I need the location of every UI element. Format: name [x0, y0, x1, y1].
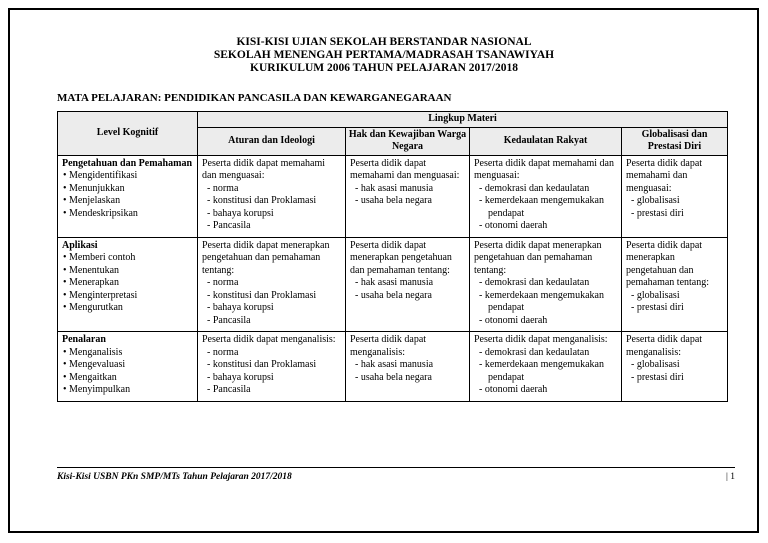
materi-item: - kemerdekaan mengemukakan pendapat — [479, 195, 604, 219]
materi-item: - bahaya korupsi — [207, 207, 274, 219]
title-line-3: KURIKULUM 2006 TAHUN PELAJARAN 2017/2018 — [250, 62, 518, 74]
materi-item: - bahaya korupsi — [207, 371, 274, 383]
cell-intro: Peserta didik dapat menganalisis: — [350, 334, 427, 358]
materi-item: - norma — [207, 182, 239, 194]
materi-cell — [470, 155, 622, 237]
materi-item: - norma — [207, 277, 239, 288]
level-item: • Mengidentifikasi — [62, 170, 193, 183]
materi-item: - hak asasi manusia — [355, 277, 434, 288]
cell-items — [202, 277, 341, 327]
materi-item: - otonomi daerah — [479, 314, 548, 326]
materi-item: - Pancasila — [207, 220, 251, 231]
cell-intro: Peserta didik dapat memahami dan menguasai: — [474, 157, 614, 181]
table-row-aplikasi — [58, 237, 728, 332]
materi-item: - Pancasila — [207, 314, 251, 326]
table-head — [58, 112, 728, 156]
materi-item: - prestasi diri — [631, 302, 684, 313]
materi-item: - konstitusi dan Proklamasi — [207, 289, 317, 301]
cell-items — [202, 183, 341, 233]
level-item: • Mengurutkan — [62, 302, 193, 315]
footer-page-number: | 1 — [725, 472, 735, 482]
table-row-pengetahuan — [58, 155, 728, 237]
header-hak-kewajiban: Hak dan Kewajiban Warga Negara — [346, 127, 470, 155]
materi-cell — [470, 237, 622, 332]
materi-item: - kemerdekaan mengemukakan pendapat — [479, 289, 604, 313]
level-item: • Menentukan — [62, 265, 193, 278]
document-title — [0, 0, 768, 75]
materi-item: - usaha bela negara — [355, 289, 432, 301]
materi-item: - prestasi diri — [631, 371, 684, 383]
level-item: • Memberi contoh — [62, 252, 193, 265]
footer-document-label: Kisi-Kisi USBN PKn SMP/MTs Tahun Pelajaran 2017/2018 — [57, 472, 292, 482]
cell-intro: Peserta didik dapat memahami dan menguasai: — [626, 157, 703, 194]
materi-item: - demokrasi dan kedaulatan — [479, 277, 590, 288]
subject-line: MATA PELAJARAN: PENDIDIKAN PANCASILA DAN KEWARGANEGARAAN — [57, 92, 452, 104]
page-footer — [57, 467, 735, 482]
title-line-1: KISI-KISI UJIAN SEKOLAH BERSTANDAR NASIONAL — [236, 36, 532, 48]
level-item: • Mengevaluasi — [62, 359, 193, 372]
header-kedaulatan-rakyat: Kedaulatan Rakyat — [470, 127, 622, 155]
level-item: • Menyimpulkan — [62, 384, 193, 397]
level-item: • Menerapkan — [62, 277, 193, 290]
materi-item: - globalisasi — [631, 359, 680, 370]
level-item: • Menginterpretasi — [62, 290, 193, 303]
table-body — [58, 155, 728, 401]
kisi-kisi-table — [57, 111, 728, 402]
cell-intro: Peserta didik dapat menerapkan pengetahuan dan pemahaman tentang: — [626, 239, 710, 288]
cell-intro: Peserta didik dapat menerapkan pengetahuan dan pemahaman tentang: — [350, 239, 452, 276]
cell-items — [474, 347, 617, 397]
materi-item: - demokrasi dan kedaulatan — [479, 346, 590, 358]
cell-intro: Peserta didik dapat menganalisis: — [474, 334, 608, 345]
materi-item: - bahaya korupsi — [207, 302, 274, 313]
materi-item: - globalisasi — [631, 195, 680, 206]
cell-items — [350, 277, 465, 302]
cell-items — [350, 183, 465, 208]
materi-cell — [622, 155, 728, 237]
materi-cell — [470, 332, 622, 402]
materi-item: - otonomi daerah — [479, 384, 548, 395]
title-line-2: SEKOLAH MENENGAH PERTAMA/MADRASAH TSANAWIYAH — [213, 49, 555, 61]
level-title: Aplikasi — [62, 239, 98, 251]
level-item: • Mengaitkan — [62, 372, 193, 385]
header-lingkup-materi: Lingkup Materi — [198, 112, 728, 128]
cell-intro: Peserta didik dapat memahami dan menguasai: — [202, 157, 326, 181]
level-cell — [58, 155, 198, 237]
table-row-penalaran — [58, 332, 728, 402]
materi-cell — [346, 332, 470, 402]
materi-item: - hak asasi manusia — [355, 359, 434, 370]
cell-intro: Peserta didik dapat menerapkan pengetahuan dan pemahaman tentang: — [474, 239, 602, 276]
level-title: Penalaran — [62, 334, 106, 345]
level-cell — [58, 237, 198, 332]
cell-items — [350, 359, 465, 384]
materi-cell — [198, 237, 346, 332]
level-item: • Mendeskripsikan — [62, 208, 193, 221]
level-title: Pengetahuan dan Pemahaman — [62, 157, 193, 169]
header-globalisasi-prestasi: Globalisasi dan Prestasi Diri — [622, 127, 728, 155]
materi-item: - hak asasi manusia — [355, 182, 434, 194]
cell-items — [474, 183, 617, 233]
materi-item: - demokrasi dan kedaulatan — [479, 182, 590, 194]
materi-item: - otonomi daerah — [479, 220, 548, 231]
level-cell — [58, 332, 198, 402]
materi-cell — [622, 237, 728, 332]
materi-item: - globalisasi — [631, 289, 680, 301]
materi-cell — [346, 237, 470, 332]
level-list — [62, 170, 193, 220]
level-item: • Menjelaskan — [62, 195, 193, 208]
level-list — [62, 252, 193, 315]
level-item: • Menunjukkan — [62, 183, 193, 196]
cell-items — [474, 277, 617, 327]
cell-intro: Peserta didik dapat menerapkan pengetahuan dan pemahaman tentang: — [202, 239, 330, 276]
materi-cell — [622, 332, 728, 402]
materi-item: - norma — [207, 346, 239, 358]
cell-items — [626, 195, 723, 220]
materi-cell — [346, 155, 470, 237]
materi-item: - prestasi diri — [631, 207, 684, 219]
materi-item: - konstitusi dan Proklamasi — [207, 195, 317, 206]
materi-cell — [198, 332, 346, 402]
header-row-group — [58, 112, 728, 128]
level-list — [62, 347, 193, 397]
materi-item: - Pancasila — [207, 384, 251, 395]
cell-intro: Peserta didik dapat memahami dan menguasai: — [350, 157, 460, 181]
materi-item: - usaha bela negara — [355, 195, 432, 206]
header-level-kognitif: Level Kognitif — [58, 112, 198, 156]
header-aturan-ideologi: Aturan dan Ideologi — [198, 127, 346, 155]
cell-items — [202, 347, 341, 397]
materi-item: - konstitusi dan Proklamasi — [207, 359, 317, 370]
level-item: • Menganalisis — [62, 347, 193, 360]
materi-item: - usaha bela negara — [355, 371, 432, 383]
cell-intro: Peserta didik dapat menganalisis: — [202, 334, 336, 345]
materi-item: - kemerdekaan mengemukakan pendapat — [479, 359, 604, 383]
cell-items — [626, 359, 723, 384]
cell-intro: Peserta didik dapat menganalisis: — [626, 334, 703, 358]
cell-items — [626, 290, 723, 315]
materi-cell — [198, 155, 346, 237]
